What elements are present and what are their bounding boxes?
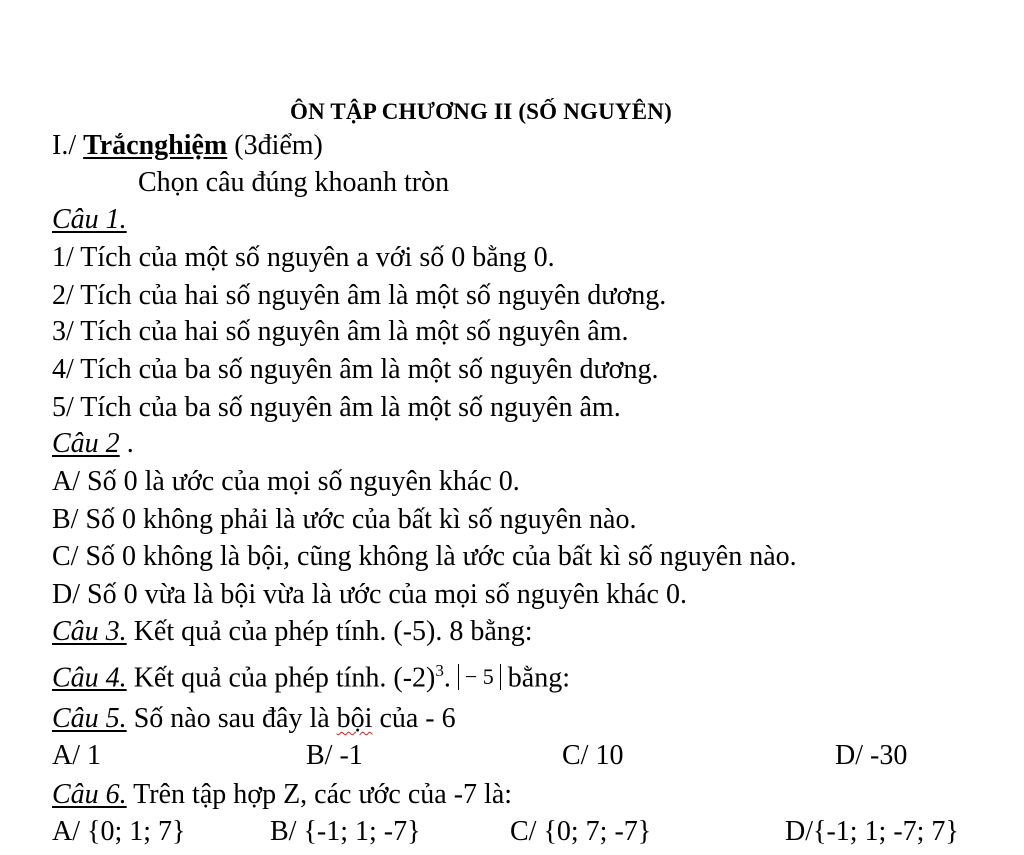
question-2-label: [52, 427, 134, 461]
question-6-option-a: A/ {0; 1; 7}: [52, 816, 186, 847]
question-1-statement: 3/ Tích của hai số nguyên âm là một số nguyên âm.: [52, 316, 629, 347]
question-6-option-c: C/ {0; 7; -7}: [510, 816, 652, 847]
question-5-option-a: A/ 1: [52, 740, 101, 771]
question-text: Trên tập hợp Z, các ước của -7 là:: [126, 779, 513, 810]
absolute-value-expression: − 5: [458, 664, 501, 690]
question-label: Câu 2: [52, 428, 120, 459]
question-label: Câu 1.: [52, 204, 127, 235]
question-text: của - 6: [372, 703, 456, 734]
question-4: [52, 654, 570, 695]
question-2-option: B/ Số 0 không phải là ước của bất kì số nguyên nào.: [52, 504, 637, 535]
section-points: (3điểm): [234, 130, 323, 161]
question-5-option-b: B/ -1: [306, 740, 363, 771]
question-1-statement: 1/ Tích của một số nguyên a với số 0 bằng 0.: [52, 242, 555, 273]
question-5-option-d: D/ -30: [835, 740, 908, 771]
question-2-option: C/ Số 0 không là bội, cũng không là ước của bất kì số nguyên nào.: [52, 541, 797, 572]
question-label-suffix: .: [119, 428, 134, 459]
question-6: [52, 778, 512, 812]
question-1-label: [52, 203, 127, 237]
question-6-option-b: B/ {-1; 1; -7}: [270, 816, 421, 847]
question-text: bằng:: [500, 662, 570, 694]
question-label: Câu 6.: [52, 779, 127, 810]
section-title: Trắcnghiệm: [83, 130, 228, 161]
question-label: Câu 4.: [52, 662, 127, 694]
question-2-option: D/ Số 0 vừa là bội vừa là ước của mọi số nguyên khác 0.: [52, 579, 687, 610]
question-1-statement: 5/ Tích của ba số nguyên âm là một số nguyên âm.: [52, 392, 621, 423]
instruction-text: Chọn câu đúng khoanh tròn: [138, 167, 450, 198]
question-text: Kết quả của phép tính. (-2): [126, 662, 436, 694]
question-2-option: A/ Số 0 là ước của mọi số nguyên khác 0.: [52, 466, 520, 497]
question-6-option-d: D/{-1; 1; -7; 7}: [785, 816, 959, 847]
section-prefix: I./: [52, 130, 77, 161]
question-text: .: [443, 662, 458, 694]
question-1-statement: 2/ Tích của hai số nguyên âm là một số nguyên dương.: [52, 280, 667, 311]
question-5: [52, 702, 456, 736]
question-1-statement: 4/ Tích của ba số nguyên âm là một số nguyên dương.: [52, 354, 659, 385]
document-title: ÔN TẬP CHƯƠNG II (SỐ NGUYÊN): [290, 99, 672, 124]
question-label: Câu 3.: [52, 616, 127, 647]
spellcheck-flagged-word: bội: [336, 703, 373, 734]
exponent: 3: [435, 661, 444, 680]
question-text: Số nào sau đây là: [126, 703, 337, 734]
question-5-option-c: C/ 10: [562, 740, 624, 771]
section-heading: [52, 129, 323, 163]
question-3: [52, 615, 533, 649]
question-text: Kết quả của phép tính. (-5). 8 bằng:: [126, 616, 533, 647]
question-label: Câu 5.: [52, 703, 127, 734]
